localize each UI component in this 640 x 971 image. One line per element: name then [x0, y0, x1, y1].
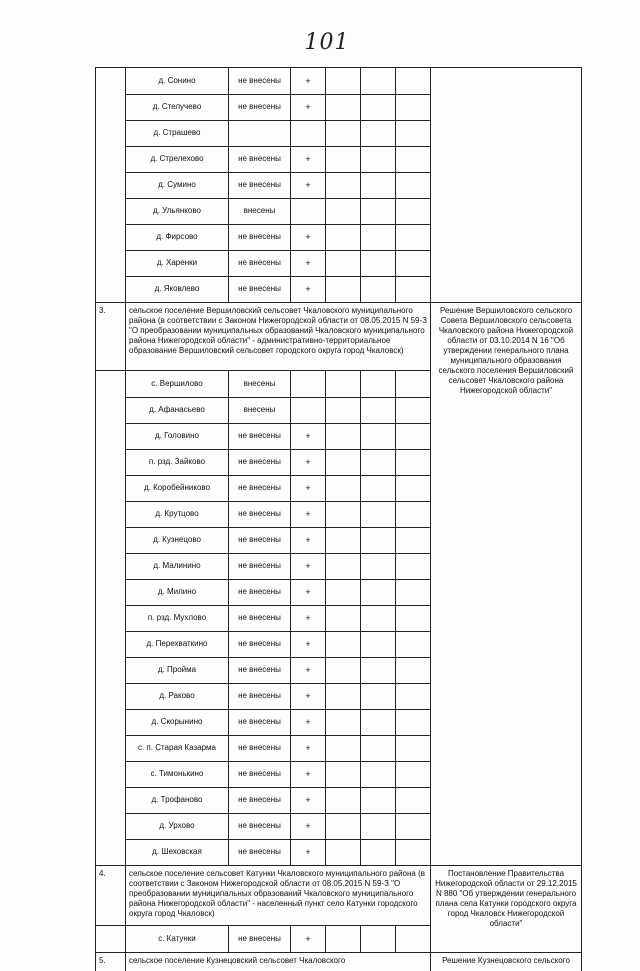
number-cell	[96, 501, 126, 527]
empty-cell	[326, 709, 361, 735]
empty-cell	[396, 657, 431, 683]
empty-cell	[361, 250, 396, 276]
settlement-name: д. Перехваткино	[126, 631, 229, 657]
empty-cell	[326, 397, 361, 423]
plus-mark: +	[291, 683, 326, 709]
empty-cell	[361, 449, 396, 475]
document-cell	[431, 172, 582, 198]
amendment-status: не внесены	[229, 276, 291, 303]
amendment-status: не внесены	[229, 250, 291, 276]
empty-cell	[326, 68, 361, 95]
plus-mark: +	[291, 172, 326, 198]
document-cell	[431, 224, 582, 250]
empty-cell	[396, 683, 431, 709]
empty-cell	[326, 250, 361, 276]
empty-cell	[361, 657, 396, 683]
settlement-name: д. Яковлево	[126, 276, 229, 303]
empty-cell	[326, 683, 361, 709]
empty-cell	[326, 839, 361, 866]
table-row	[96, 120, 582, 146]
amendment-status: не внесены	[229, 172, 291, 198]
plus-mark	[291, 198, 326, 224]
number-cell	[96, 579, 126, 605]
settlement-name: д. Страшево	[126, 120, 229, 146]
plus-mark: +	[291, 449, 326, 475]
plus-mark: +	[291, 553, 326, 579]
empty-cell	[361, 146, 396, 172]
settlement-name: д. Шеховская	[126, 839, 229, 866]
plus-mark: +	[291, 224, 326, 250]
plus-mark	[291, 397, 326, 423]
amendment-status: не внесены	[229, 146, 291, 172]
empty-cell	[361, 683, 396, 709]
number-cell	[96, 813, 126, 839]
empty-cell	[326, 224, 361, 250]
empty-cell	[396, 250, 431, 276]
settlement-name: д. Кузнецово	[126, 527, 229, 553]
amendment-status: не внесены	[229, 449, 291, 475]
document-cell	[431, 120, 582, 146]
number-cell	[96, 276, 126, 303]
document-cell	[431, 198, 582, 224]
plus-mark: +	[291, 276, 326, 303]
amendment-status: не внесены	[229, 605, 291, 631]
number-cell	[96, 787, 126, 813]
number-cell	[96, 553, 126, 579]
empty-cell	[361, 397, 396, 423]
amendment-status: не внесены	[229, 657, 291, 683]
amendment-status: не внесены	[229, 709, 291, 735]
amendment-status: не внесены	[229, 579, 291, 605]
empty-cell	[361, 120, 396, 146]
number-cell	[96, 527, 126, 553]
empty-cell	[326, 631, 361, 657]
empty-cell	[326, 657, 361, 683]
number-cell	[96, 423, 126, 449]
section-number: 4.	[96, 866, 126, 926]
empty-cell	[326, 735, 361, 761]
empty-cell	[361, 224, 396, 250]
plus-mark: +	[291, 761, 326, 787]
empty-cell	[396, 68, 431, 95]
settlement-name: д. Пройма	[126, 657, 229, 683]
number-cell	[96, 371, 126, 398]
settlement-name: с. п. Старая Казарма	[126, 735, 229, 761]
empty-cell	[396, 120, 431, 146]
settlement-name: д. Малинино	[126, 553, 229, 579]
settlement-name: п. рзд. Мухлово	[126, 605, 229, 631]
plus-mark: +	[291, 839, 326, 866]
settlement-name: с. Тимонькино	[126, 761, 229, 787]
section-number: 5.	[96, 953, 126, 971]
table-row	[96, 250, 582, 276]
amendment-status: не внесены	[229, 761, 291, 787]
amendment-status: внесены	[229, 198, 291, 224]
empty-cell	[396, 787, 431, 813]
amendment-status: не внесены	[229, 683, 291, 709]
table-row	[96, 276, 582, 303]
amendment-status: внесены	[229, 371, 291, 398]
empty-cell	[326, 761, 361, 787]
empty-cell	[396, 709, 431, 735]
section-document: Решение Вершиловского сельского Совета Вершиловского сельсовета Чкаловского района Нижегородской области от 03.10.2014 N 16 "Об утверждении генерального плана муниципального образования сельского поселения Вершиловский сельсовет Чкаловского района Нижегородской области"	[431, 303, 582, 866]
section-row	[96, 866, 582, 926]
empty-cell	[396, 735, 431, 761]
empty-cell	[361, 926, 396, 953]
table-row	[96, 146, 582, 172]
document-cell	[431, 250, 582, 276]
settlement-name: п. рзд. Зайково	[126, 449, 229, 475]
settlement-name: д. Сонино	[126, 68, 229, 95]
empty-cell	[396, 813, 431, 839]
empty-cell	[326, 579, 361, 605]
table-row	[96, 224, 582, 250]
settlement-name: д. Трофаново	[126, 787, 229, 813]
table-row	[96, 198, 582, 224]
empty-cell	[361, 579, 396, 605]
empty-cell	[361, 787, 396, 813]
number-cell	[96, 761, 126, 787]
empty-cell	[396, 475, 431, 501]
empty-cell	[326, 527, 361, 553]
amendment-status: не внесены	[229, 224, 291, 250]
empty-cell	[361, 371, 396, 398]
settlement-name: д. Раково	[126, 683, 229, 709]
empty-cell	[361, 94, 396, 120]
empty-cell	[361, 198, 396, 224]
empty-cell	[326, 501, 361, 527]
amendment-status: не внесены	[229, 501, 291, 527]
number-cell	[96, 94, 126, 120]
settlement-name: д. Харенки	[126, 250, 229, 276]
empty-cell	[326, 146, 361, 172]
plus-mark: +	[291, 475, 326, 501]
table-row	[96, 94, 582, 120]
empty-cell	[361, 553, 396, 579]
plus-mark: +	[291, 68, 326, 95]
amendment-status: не внесены	[229, 735, 291, 761]
plus-mark	[291, 371, 326, 398]
empty-cell	[326, 172, 361, 198]
empty-cell	[326, 120, 361, 146]
number-cell	[96, 926, 126, 953]
plus-mark: +	[291, 501, 326, 527]
empty-cell	[396, 423, 431, 449]
empty-cell	[396, 761, 431, 787]
number-cell	[96, 605, 126, 631]
amendment-status: не внесены	[229, 423, 291, 449]
empty-cell	[326, 475, 361, 501]
empty-cell	[361, 276, 396, 303]
empty-cell	[326, 787, 361, 813]
empty-cell	[396, 94, 431, 120]
empty-cell	[396, 198, 431, 224]
plus-mark: +	[291, 709, 326, 735]
plus-mark: +	[291, 657, 326, 683]
empty-cell	[326, 371, 361, 398]
plus-mark: +	[291, 813, 326, 839]
empty-cell	[396, 501, 431, 527]
empty-cell	[361, 761, 396, 787]
settlement-name: с. Катунки	[126, 926, 229, 953]
empty-cell	[396, 527, 431, 553]
section-document: Решение Кузнецовского сельского	[431, 953, 582, 971]
empty-cell	[361, 501, 396, 527]
number-cell	[96, 839, 126, 866]
settlement-name: д. Стелучево	[126, 94, 229, 120]
empty-cell	[326, 926, 361, 953]
empty-cell	[361, 631, 396, 657]
empty-cell	[326, 553, 361, 579]
settlement-name: д. Афанасьево	[126, 397, 229, 423]
settlements-table	[95, 67, 582, 971]
empty-cell	[326, 276, 361, 303]
amendment-status: не внесены	[229, 527, 291, 553]
empty-cell	[396, 449, 431, 475]
empty-cell	[396, 371, 431, 398]
plus-mark: +	[291, 787, 326, 813]
number-cell	[96, 657, 126, 683]
empty-cell	[396, 579, 431, 605]
document-cell	[431, 94, 582, 120]
empty-cell	[396, 926, 431, 953]
empty-cell	[396, 839, 431, 866]
number-cell	[96, 449, 126, 475]
number-cell	[96, 146, 126, 172]
plus-mark: +	[291, 423, 326, 449]
empty-cell	[361, 735, 396, 761]
section-document: Постановление Правительства Нижегородской области от 29.12.2015 N 880 "Об утверждении генерального плана села Катунки городского округа город Чкаловск Нижегородской области"	[431, 866, 582, 953]
number-cell	[96, 709, 126, 735]
amendment-status: не внесены	[229, 553, 291, 579]
empty-cell	[396, 397, 431, 423]
section-row	[96, 303, 582, 371]
number-cell	[96, 172, 126, 198]
settlement-name: д. Скорынино	[126, 709, 229, 735]
plus-mark: +	[291, 735, 326, 761]
empty-cell	[396, 224, 431, 250]
empty-cell	[396, 631, 431, 657]
plus-mark: +	[291, 605, 326, 631]
settlement-name: д. Стрелехово	[126, 146, 229, 172]
amendment-status: не внесены	[229, 813, 291, 839]
empty-cell	[326, 449, 361, 475]
plus-mark: +	[291, 250, 326, 276]
empty-cell	[396, 172, 431, 198]
settlement-name: с. Вершилово	[126, 371, 229, 398]
section-description: сельское поселение Кузнецовский сельсовет Чкаловского	[126, 953, 431, 971]
document-cell	[431, 146, 582, 172]
empty-cell	[326, 813, 361, 839]
document-cell	[431, 276, 582, 303]
number-cell	[96, 224, 126, 250]
amendment-status: не внесены	[229, 475, 291, 501]
amendment-status: внесены	[229, 397, 291, 423]
empty-cell	[326, 94, 361, 120]
amendment-status: не внесены	[229, 631, 291, 657]
settlement-name: д. Милино	[126, 579, 229, 605]
plus-mark: +	[291, 527, 326, 553]
plus-mark: +	[291, 146, 326, 172]
empty-cell	[361, 527, 396, 553]
amendment-status: не внесены	[229, 926, 291, 953]
amendment-status: не внесены	[229, 787, 291, 813]
settlement-name: д. Коробейниково	[126, 475, 229, 501]
empty-cell	[326, 605, 361, 631]
number-cell	[96, 198, 126, 224]
empty-cell	[326, 198, 361, 224]
section-row	[96, 953, 582, 971]
number-cell	[96, 397, 126, 423]
number-cell	[96, 631, 126, 657]
empty-cell	[361, 172, 396, 198]
settlement-name: д. Фирсово	[126, 224, 229, 250]
amendment-status	[229, 120, 291, 146]
empty-cell	[396, 553, 431, 579]
empty-cell	[361, 423, 396, 449]
amendment-status: не внесены	[229, 94, 291, 120]
plus-mark	[291, 120, 326, 146]
number-cell	[96, 475, 126, 501]
document-cell	[431, 68, 582, 95]
plus-mark: +	[291, 631, 326, 657]
empty-cell	[361, 475, 396, 501]
settlement-name: д. Крутцово	[126, 501, 229, 527]
settlement-name: д. Ульянково	[126, 198, 229, 224]
empty-cell	[361, 709, 396, 735]
number-cell	[96, 735, 126, 761]
table-row	[96, 172, 582, 198]
settlement-name: д. Головино	[126, 423, 229, 449]
empty-cell	[361, 813, 396, 839]
section-description: сельское поселение сельсовет Катунки Чкаловского муниципального района (в соответствии с Законом Нижегородской области от 08.05.2015 N 59-З "О преобразовании муниципальных образований Чкаловского муниципального района Нижегородской области" - населенный пункт село Катунки городского округа город Чкаловск)	[126, 866, 431, 926]
page-number: 101	[304, 30, 350, 55]
amendment-status: не внесены	[229, 68, 291, 95]
empty-cell	[396, 146, 431, 172]
amendment-status: не внесены	[229, 839, 291, 866]
section-number: 3.	[96, 303, 126, 371]
empty-cell	[361, 605, 396, 631]
empty-cell	[361, 839, 396, 866]
number-cell	[96, 683, 126, 709]
settlement-name: д. Урхово	[126, 813, 229, 839]
empty-cell	[361, 68, 396, 95]
table-row	[96, 68, 582, 95]
empty-cell	[396, 276, 431, 303]
plus-mark: +	[291, 94, 326, 120]
section-description: сельское поселение Вершиловский сельсовет Чкаловского муниципального района (в соответствии с Законом Нижегородской области от 08.05.2015 N 59-З "О преобразовании муниципальных образований Чкаловского муниципального района Нижегородской области" - административно-территориальное образование Вершиловский сельсовет городского округа город Чкаловск)	[126, 303, 431, 371]
number-cell	[96, 68, 126, 95]
empty-cell	[326, 423, 361, 449]
number-cell	[96, 250, 126, 276]
settlement-name: д. Сумино	[126, 172, 229, 198]
number-cell	[96, 120, 126, 146]
plus-mark: +	[291, 926, 326, 953]
plus-mark: +	[291, 579, 326, 605]
empty-cell	[396, 605, 431, 631]
